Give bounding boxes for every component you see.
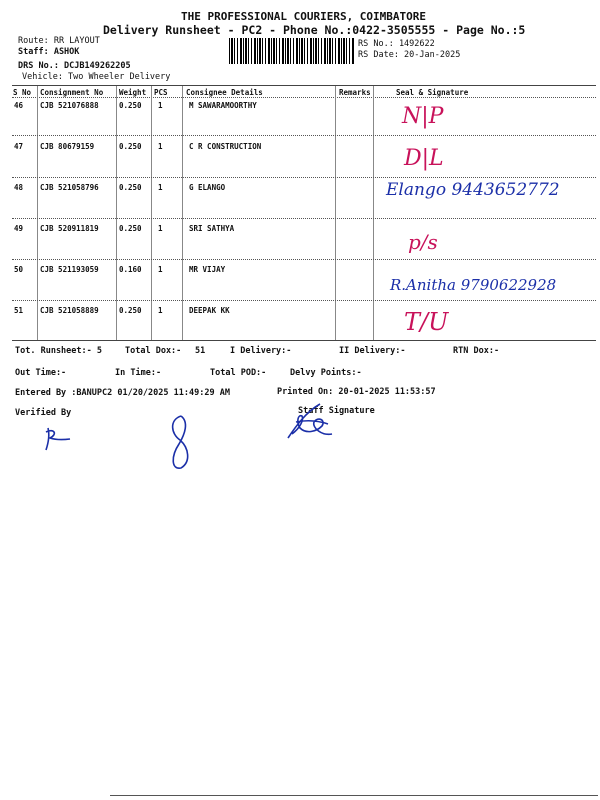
row-sno: 48	[14, 183, 24, 192]
rtn-dox: RTN Dox:-	[453, 346, 500, 356]
entered-by: Entered By :BANUPC2 01/20/2025 11:49:29 AM	[15, 388, 230, 398]
row-divider	[12, 177, 596, 178]
row-divider	[12, 259, 596, 260]
company-title: THE PROFESSIONAL COURIERS, COIMBATORE	[181, 10, 427, 23]
in-time: In Time:-	[115, 368, 162, 378]
row-pcs: 1	[158, 224, 163, 233]
row-divider	[12, 300, 596, 301]
col-header-consignment: Consignment No	[40, 88, 104, 97]
col-divider	[182, 86, 183, 340]
handwritten-signature: N|P	[402, 104, 444, 129]
delvy-points: Delvy Points:-	[290, 368, 362, 378]
row-sno: 49	[14, 224, 24, 233]
printed-on: Printed On: 20-01-2025 11:53:57	[277, 387, 436, 397]
col-divider	[373, 86, 374, 340]
row-consignment: CJB 520911819	[40, 224, 99, 233]
handwritten-signature: R.Anitha 9790622928	[390, 276, 557, 294]
total-dox-label: Total Dox:-	[125, 346, 182, 356]
route-label: Route: RR LAYOUT	[18, 36, 100, 46]
row-pcs: 1	[158, 101, 163, 110]
row-pcs: 1	[158, 265, 163, 274]
row-consignee: M SAWARAMOORTHY	[189, 101, 257, 110]
col-divider	[116, 86, 117, 340]
drs-number: DRS No.: DCJB149262205	[18, 61, 131, 71]
out-time: Out Time:-	[15, 368, 67, 378]
row-weight: 0.250	[119, 101, 142, 110]
rs-date: RS Date: 20-Jan-2025	[358, 50, 461, 60]
i-delivery: I Delivery:-	[230, 346, 292, 356]
runsheet-subtitle: Delivery Runsheet - PC2 - Phone No.:0422-3505555 - Page No.:5	[103, 23, 526, 37]
staff-label: Staff: ASHOK	[18, 47, 80, 57]
tot-runsheet: Tot. Runsheet:- 5	[15, 346, 102, 356]
col-header-consignee: Consignee Details	[186, 88, 263, 97]
table-bottom-border	[12, 340, 596, 341]
col-header-remarks: Remarks	[339, 88, 371, 97]
row-weight: 0.160	[119, 265, 142, 274]
row-weight: 0.250	[119, 224, 142, 233]
row-consignee: DEEPAK KK	[189, 306, 230, 315]
row-consignment: CJB 521193059	[40, 265, 99, 274]
verifier-initial-icon	[40, 420, 80, 455]
handwritten-signature: Elango 9443652772	[386, 180, 560, 200]
col-header-sno: S No	[13, 88, 32, 97]
page-bottom-line	[110, 795, 598, 796]
row-sno: 50	[14, 265, 24, 274]
col-header-signature: Seal & Signature	[396, 88, 469, 97]
row-sno: 46	[14, 101, 24, 110]
row-pcs: 1	[158, 183, 163, 192]
row-consignment: CJB 521058796	[40, 183, 99, 192]
row-consignee: MR VIJAY	[189, 265, 226, 274]
row-consignment: CJB 521076888	[40, 101, 99, 110]
row-consignment: CJB 80679159	[40, 142, 95, 151]
handwritten-signature: T/U	[404, 308, 449, 336]
table-header-divider	[12, 97, 596, 98]
row-divider	[12, 218, 596, 219]
col-divider	[335, 86, 336, 340]
col-header-pcs: PCS	[154, 88, 168, 97]
row-divider	[12, 135, 596, 136]
table-top-border	[12, 85, 596, 86]
rs-number: RS No.: 1492622	[358, 39, 435, 49]
verifier-mark-icon	[165, 412, 195, 474]
row-weight: 0.250	[119, 142, 142, 151]
verified-by-label: Verified By	[15, 408, 72, 418]
total-pod: Total POD:-	[210, 368, 267, 378]
row-weight: 0.250	[119, 183, 142, 192]
col-divider	[37, 86, 38, 340]
staff-signature-label: Staff Signature	[298, 406, 375, 416]
handwritten-signature: p/s	[408, 230, 438, 254]
barcode-icon	[229, 38, 354, 64]
col-header-weight: Weight	[119, 88, 147, 97]
row-consignee: C R CONSTRUCTION	[189, 142, 262, 151]
row-sno: 51	[14, 306, 24, 315]
row-consignment: CJB 521058889	[40, 306, 99, 315]
col-divider	[151, 86, 152, 340]
row-weight: 0.250	[119, 306, 142, 315]
handwritten-signature: D|L	[404, 146, 444, 171]
row-pcs: 1	[158, 142, 163, 151]
ii-delivery: II Delivery:-	[339, 346, 406, 356]
row-pcs: 1	[158, 306, 163, 315]
row-consignee: G ELANGO	[189, 183, 226, 192]
vehicle-label: Vehicle: Two Wheeler Delivery	[22, 72, 171, 82]
row-sno: 47	[14, 142, 24, 151]
total-dox-value: 51	[195, 346, 206, 356]
staff-signature-icon	[282, 398, 342, 444]
row-consignee: SRI SATHYA	[189, 224, 235, 233]
